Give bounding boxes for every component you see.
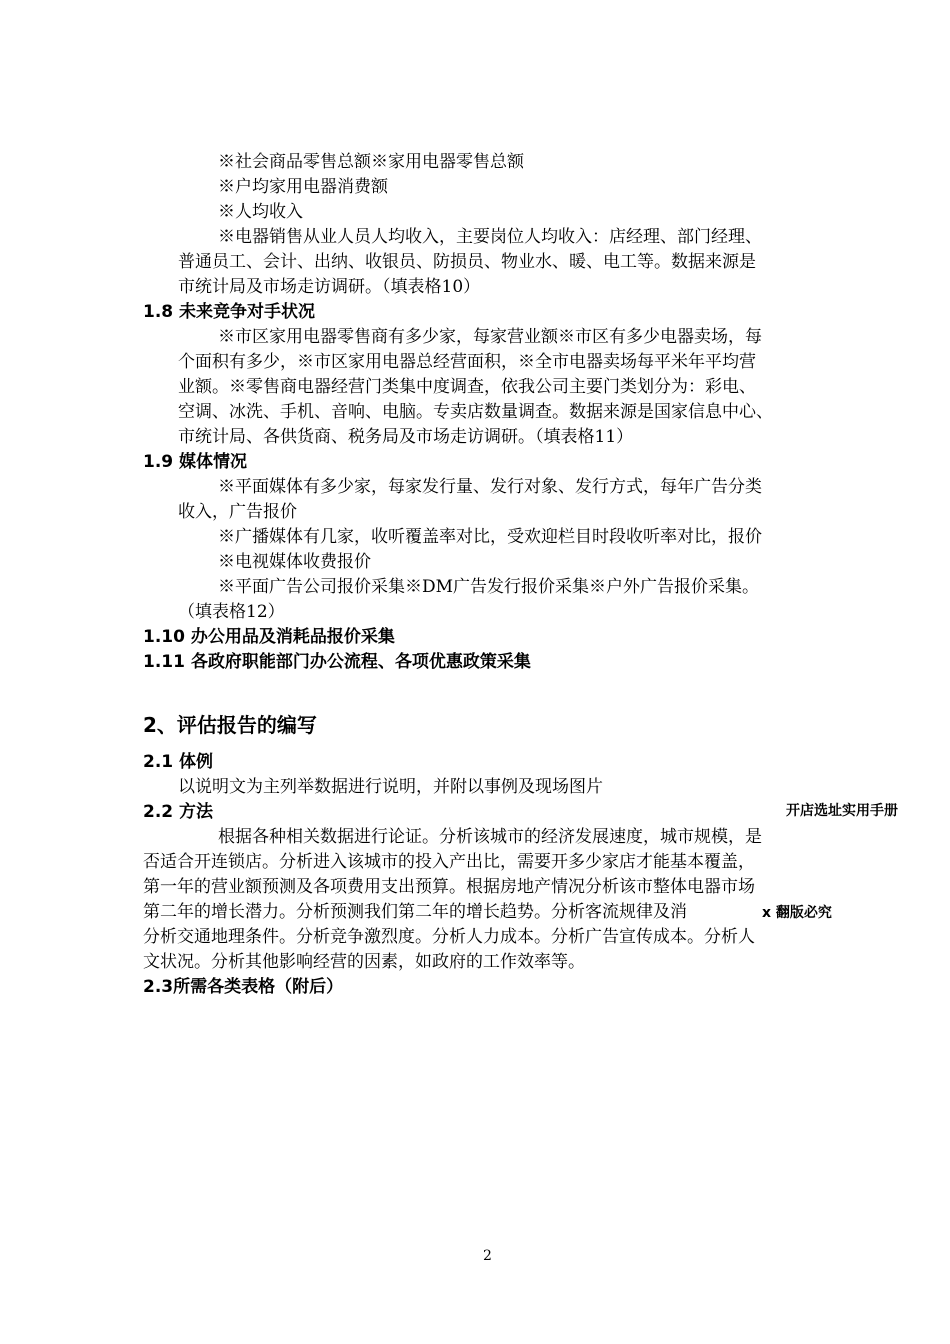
text-line: ※平面广告公司报价采集※DM广告发行报价采集※户外广告报价采集。 bbox=[218, 577, 760, 597]
text-line: ※社会商品零售总额※家用电器零售总额 bbox=[218, 152, 524, 172]
text-line: 第二年的增长潜力。分析预测我们第二年的增长趋势。分析客流规律及消 bbox=[143, 902, 687, 922]
text-line: ※市区家用电器零售商有多少家，每家营业额※市区有多少电器卖场，每 bbox=[218, 327, 762, 347]
text-line: 业额。※零售商电器经营门类集中度调查，依我公司主要门类划分为：彩电、 bbox=[178, 377, 756, 397]
page-number: 2 bbox=[483, 1248, 492, 1264]
section-title: 2、评估报告的编写 bbox=[143, 713, 317, 737]
text-line: 第一年的营业额预测及各项费用支出预算。根据房地产情况分析该市整体电器市场 bbox=[143, 877, 755, 897]
heading-2-2: 2.2 方法 bbox=[143, 802, 214, 822]
text-line: ※电器销售从业人员人均收入，主要岗位人均收入：店经理、部门经理、 bbox=[218, 227, 762, 247]
heading-1-8: 1.8 未来竞争对手状况 bbox=[143, 302, 316, 322]
side-note: 开店选址实用手册 bbox=[786, 803, 898, 819]
heading-1-11: 1.11 各政府职能部门办公流程、各项优惠政策采集 bbox=[143, 652, 531, 672]
heading-1-9: 1.9 媒体情况 bbox=[143, 452, 248, 472]
heading-2-1: 2.1 体例 bbox=[143, 752, 214, 772]
text-line: ※户均家用电器消费额 bbox=[218, 177, 388, 197]
text-line: ※人均收入 bbox=[218, 202, 303, 222]
text-line: ※平面媒体有多少家，每家发行量、发行对象、发行方式，每年广告分类 bbox=[218, 477, 762, 497]
text-line: ※电视媒体收费报价 bbox=[218, 552, 371, 572]
text-line: 以说明文为主列举数据进行说明，并附以事例及现场图片 bbox=[178, 777, 603, 797]
text-line: 否适合开连锁店。分析进入该城市的投入产出比，需要开多少家店才能基本覆盖， bbox=[143, 852, 755, 872]
text-line: 普通员工、会计、出纳、收银员、防损员、物业水、暖、电工等。数据来源是 bbox=[178, 252, 756, 272]
text-line: 市统计局及市场走访调研。（填表格10） bbox=[178, 277, 481, 297]
text-line: ※广播媒体有几家，收听覆盖率对比，受欢迎栏目时段收听率对比，报价 bbox=[218, 527, 762, 547]
text-line: 空调、冰洗、手机、音响、电脑。专卖店数量调查。数据来源是国家信息中心、 bbox=[178, 402, 773, 422]
heading-1-10: 1.10 办公用品及消耗品报价采集 bbox=[143, 627, 395, 647]
text-line: 市统计局、各供货商、税务局及市场走访调研。（填表格11） bbox=[178, 427, 634, 447]
text-line: 个面积有多少，※市区家用电器总经营面积，※全市电器卖场每平米年平均营 bbox=[178, 352, 756, 372]
heading-2-3: 2.3所需各类表格（附后） bbox=[143, 977, 344, 997]
watermark: x 翻版必究 bbox=[762, 905, 832, 921]
text-line: 分析交通地理条件。分析竞争激烈度。分析人力成本。分析广告宣传成本。分析人 bbox=[143, 927, 755, 947]
text-line: 根据各种相关数据进行论证。分析该城市的经济发展速度，城市规模，是 bbox=[218, 827, 762, 847]
text-line: 收入，广告报价 bbox=[178, 502, 297, 522]
text-line: （填表格12） bbox=[178, 602, 285, 622]
text-line: 文状况。分析其他影响经营的因素，如政府的工作效率等。 bbox=[143, 952, 585, 972]
